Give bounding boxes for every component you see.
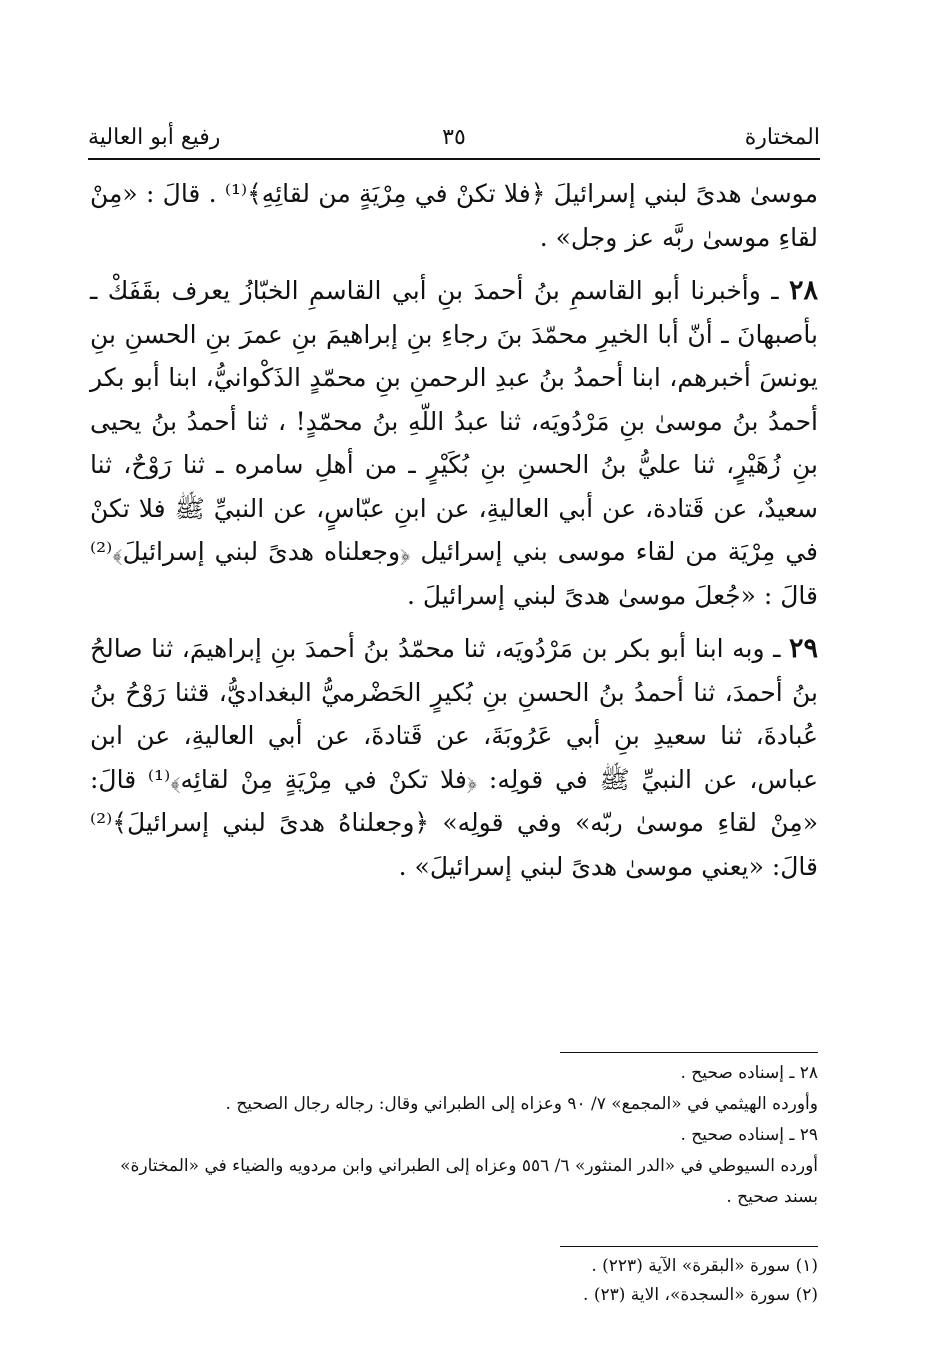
paragraph-number: ٢٨ <box>788 275 818 306</box>
header-book-title: المختارة <box>744 125 820 150</box>
note-line: ٢٩ ـ إسناده صحيح . <box>680 1125 818 1145</box>
paragraph-29 <box>90 627 818 888</box>
notes-rule <box>560 1052 818 1053</box>
footnote-1: (١) سورة «البقرة» الآية (٢٢٣) . <box>591 1256 818 1276</box>
footnotes <box>92 1252 818 1310</box>
paragraph-text: ـ وأخبرنا أبو القاسمِ بنُ أحمدَ بنِ أبي القاسمِ الخبّازُ يعرف بقَفَكْ ـ بأصبهانَ ـ أنّ أبا الخيرِ محمّدَ بنَ رجاءِ بنِ إبراهيمَ بنِ عمرَ بنِ الحسنِ بنِ يونسَ أخبرهم، ابنا أحمدُ بنُ عبدِ الرحمنِ بنِ محمّدٍ الذَكْوانيُّ، ابنا أبو بكر أحمدُ بنُ موسىٰ بنِ مَرْدُويَه، ثنا عبدُ اللّهِ بنُ محمّدٍ! ، ثنا أحمدُ بنُ يحيى بنِ زُهَيْرٍ، ثنا عليُّ بنُ الحسنِ بنِ بُكَيْرٍ ـ من أهلِ سامره ـ ثنا رَوْحٌ، ثنا سعيدٌ، عن قَتادة، عن أبي العاليةِ، عن ابنِ عبّاسٍ، عن النبيِّ ﷺ فلا تكنْ في مِرْيَة من لقاء موسى بني إسرائيل ﴿وجعلناه هدىً لبني إسرائيلَ﴾⁽²⁾ قالَ : «جُعلَ موسىٰ هدىً لبني إسرائيلَ . <box>90 276 818 610</box>
note-line: ٢٨ ـ إسناده صحيح . <box>680 1063 818 1083</box>
paragraph-number: ٢٩ <box>788 633 818 664</box>
note-line: وأورده الهيثمي في «المجمع» ٧/ ٩٠ وعزاه إلى الطبراني وقال: رجاله رجال الصحيح . <box>225 1094 818 1114</box>
paragraph-continuation <box>90 172 818 259</box>
main-text <box>90 172 818 898</box>
header-section-title: رفيع أبو العالية <box>88 125 221 150</box>
paragraph-text: ـ وبه ابنا أبو بكر بن مَرْدُويَه، ثنا محمّدُ بنُ أحمدَ بنِ إبراهيمَ، ثنا صالحُ بنُ أحمدَ، ثنا أحمدُ بنُ الحسنِ بنِ بُكيرٍ الحَضْرميُّ البغداديُّ، قثنا رَوْحُ بنُ عُبادةَ، ثنا سعيدِ بنِ أبي عَرُوبَةَ، عن قَتادةَ، عن أبي العاليةِ، عن ابن عباس، عن النبيِّ ﷺ في قولِه: ﴿فلا تكنْ في مِرْيَةٍ مِنْ لقائِه﴾⁽¹⁾ قالَ: «مِنْ لقاءِ موسىٰ ربّه» وفي قولِه» ﴿وجعلناهُ هدىً لبني إسرائيلَ﴾⁽²⁾ قالَ: «يعني موسىٰ هدىً لبني إسرائيلَ» . <box>90 634 818 881</box>
page-number: ٣٥ <box>442 125 466 150</box>
header-rule <box>88 158 820 160</box>
takhrij-notes <box>92 1058 818 1213</box>
paragraph-28 <box>90 269 818 617</box>
running-header <box>88 118 820 158</box>
paragraph-text: موسىٰ هدىً لبني إسرائيلَ ﴿فلا تكنْ في مِرْيَةٍ من لقائِهِ﴾⁽¹⁾ . قالَ : «مِنْ لقاءِ موسىٰ ربَّه عز وجل» . <box>90 179 818 252</box>
footnote-2: (٢) سورة «السجدة»، الاية (٢٣) . <box>583 1285 818 1305</box>
footnotes-rule <box>560 1246 818 1247</box>
note-line: أورده السيوطي في «الدر المنثور» ٦/ ٥٥٦ وعزاه إلى الطبراني وابن مردويه والضياء في «المختارة» بسند صحيح . <box>120 1156 818 1207</box>
